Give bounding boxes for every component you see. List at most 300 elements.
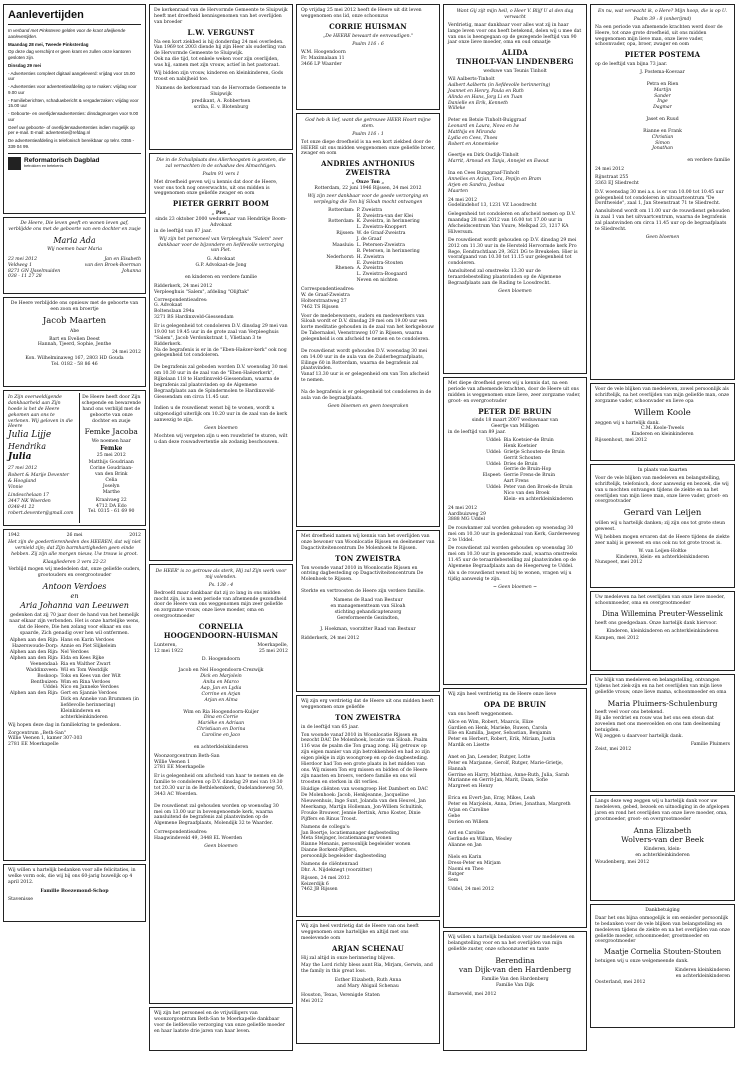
deceased-name: PIETER GERRIT BOOM <box>172 199 270 209</box>
obituary-body-1: D.V. woensdag 30 mei a.s. is er van 10.00 tot 10.45 uur gelegenheid tot condoleren in uitvaartcentrum "De Dordtweide", zaal 1, Jan Steenstraat 71 te Sliedrecht. <box>595 189 724 207</box>
family-line: Peter en Betsie Tinholt-Buiggraaf <box>448 118 527 124</box>
family-names: Ria en Walther Zwart <box>60 661 111 667</box>
dinsdag-line-3: - Familieberichten, schaduwbericht & vergaderzaken: vrijdag voor 15.00 uur <box>8 97 139 109</box>
thanks-schulenburg <box>590 674 735 792</box>
family-line: Marianne en Gerrit-Jan, Marit, Daan, Sofie <box>448 778 548 784</box>
thanks-text: Wij willen u hartelijk bedanken voor uw medeleven en belangstelling voor en na het overlijden van mijn geliefde zuster, onze schoonzuster en tante <box>448 935 575 952</box>
thanks-name: Willem Koole <box>634 407 691 418</box>
thanks-dijk <box>443 931 587 1051</box>
obituary-thanks: Wij zijn het personeel van Verpleeghuis "Salem" zeer dankbaar voor de bijzondere en liefdevolle verzorging van Piet. <box>157 236 285 254</box>
thanks-text: zeggen wij u hartelijk dank. <box>595 420 660 426</box>
deceased-name: ARJAN SCHENAU <box>332 943 404 953</box>
family-line: Rutger <box>448 872 465 878</box>
obituary-intro: Na een periode van afnemende krachten werd door de Heere, tot onze grote droefheid, uit ons midden weggenomen mijn lieve man, onze lieve vader, schoonvader, opa, broer, zwager en oom <box>595 24 723 48</box>
staff-note-bethsan <box>149 1007 293 1051</box>
anniversary-address: Zorgcentrum „Beth-San" Willie Veenen 1, kamer 307-303 2781 EE Moerkapelle <box>8 730 83 748</box>
thanks-intro: Uw medeleven na het overlijden van onze lieve moeder, schoonmoeder, oma en overgrootmoeder <box>595 595 725 606</box>
family-line: Gerlinde en Willam, Wesley <box>448 837 513 843</box>
family-line: Wil Aalberts-Tinholt <box>448 77 495 83</box>
thanks-signature: Familie Boezemond-Schop <box>40 888 109 894</box>
birth-date: 24 mei 2012 <box>111 350 141 356</box>
birth-parents: Matthijs Goudriaan Corine Goudriaan- van den Brink Celia Joselyn Marthe <box>88 460 134 495</box>
family-names: Kleinkinderen en achterkleinkinderen <box>60 708 108 720</box>
family-line: Gardien en Henk, Marieke, Ruwen, Carola <box>448 725 548 731</box>
family-line: Mariëke en Adriaan <box>197 721 245 727</box>
obituary-body-2: Aansluitend wordt om 11.00 uur de rouwdienst gehouden in zaal 1 van het uitvaartcentrum, waarna de begrafenis zal plaatsvinden om circa 11.45 uur op de begraafplaats te Sliedrecht. <box>595 209 730 232</box>
anniversary-verdoes <box>3 529 146 861</box>
family-line: Elie en Kamilla, Jasper, Sebastian, Benjamin <box>448 731 552 737</box>
birth-name: Julia Lijje <box>8 430 52 441</box>
family-line: Arjen en Sandra, Joshua <box>448 182 505 188</box>
obituary-body: Ton woonde vanaf 2010 in Woonlocatie Rijssen en bezocht DAC De Molenhoek, locatie van Siloah. Psalm 116 was de psalm die Ton graag zong. Hij getrouw op zijn eigen manier van zijn betrokkenheid en had zo zijn eigen plekje in zijn woongroep en op de dagbesteding. Hierdoor had Ton een grote plaats in het midden van ons. Wij missen Ton erg missen en bidden of de Heere zijn naasten en broers, verdere familie en ons wil troosten en sterken in dit verlies. <box>301 732 430 785</box>
and-word: en <box>70 592 79 601</box>
obituary-body: Voor de medebewoners, ouders en medewerkers van Siloah wordt er D.V. dinsdag 29 mei om 19.00 uur een korte meditatie gehouden in de zaal van het kerkgebouw De Tabernakel, Veenstraweg 107 in Rijssen, waarna gelegenheid is om afscheid te nemen en te condoleren. De rouwdienst wordt gehouden D.V. woensdag 30 mei om 14.00 uur in de aula van de Zuiderbegraafplaats, Eilinge 60 in Rotterdam, waarna de begrafenis zal plaatsvinden. Vanaf 13.30 uur is er gelegenheid om van Ton afscheid te nemen. Na de begrafenis is er gelegenheid tot condoleren in de aula van de begraafplaats. <box>301 313 435 401</box>
column-3 <box>296 4 440 1047</box>
obituary-intro: Op vrijdag 25 mei 2012 heeft de Heere uit dit leven weggenomen ons lid, onze schoonzus <box>301 8 422 19</box>
family-line: Petra en Rien <box>646 81 679 87</box>
family-place: Alphen aan den Rijn: <box>9 691 59 697</box>
thanks-text: betuigen wij u onze welgemeende dank. <box>595 959 689 965</box>
family-line: Alianne en Jan <box>448 843 482 849</box>
family-names: L. Zweistra-Boogaard <box>356 272 408 278</box>
verse-text: Het zijn de goedertierenheden des HEEREN, dat wij niet vernield zijn; dat Zijn barmhartigheden geen einde hebben. Zij zijn alle morgen nieuw, Uw trouw is groot. <box>8 539 141 557</box>
family-names: P. Zweistra <box>356 207 383 213</box>
family-line: Mardik en Lisette <box>448 743 490 749</box>
obituary-vergunst <box>149 4 293 150</box>
obituary-boom <box>149 153 293 561</box>
family-place: Uddel: <box>43 685 59 691</box>
family-line: Margreet en Henry <box>448 784 494 790</box>
birth-address: Kraaivaeg 22 4712 DA Edo Tel. 0315 - 61 69 90 <box>88 497 135 515</box>
birth-name-3: Julia <box>8 452 32 462</box>
thanks-place: Woudenberg, mei 2012 <box>595 860 650 866</box>
birth-sub: We noemen haar <box>91 438 131 444</box>
birth-sibling: Vinnie <box>8 485 23 491</box>
verse-text: God heb ik lief, want die getrouwe HEER Hoort mijne stem. <box>305 118 431 129</box>
family-place <box>8 697 59 709</box>
anniversary-date: 26 mei <box>66 533 83 538</box>
birth-address: Veldweg 1 8271 GN IJsselmuiden 038 - 11 27 28 <box>8 262 61 280</box>
deceased-age: in de leeftijd van 65 jaar. <box>301 724 359 730</box>
family-line: Lydia en Cees, Thoes <box>448 135 498 141</box>
family-line: Robert en Annemieke <box>448 141 499 147</box>
obituary-line-1: Hij zal altijd in onze herinnering blijven. <box>301 955 396 961</box>
birth-intro: In Zijn overweldigende dankbaarheid aan Zijn hoede is het de Heere gekomen aan ons te verlenen. Wij geloven in die Heere <box>8 395 73 430</box>
obituary-wish: Wij bidden zijn vrouw, kinderen en kleinkinderen, Gods troost en nabijheid toe. <box>154 70 284 82</box>
family-names: Elda en Kees Rijke <box>60 656 105 662</box>
family-place: Bentbuizen: <box>30 679 59 685</box>
family-line: Naomi en Theo <box>448 866 484 872</box>
family-place: Rijssen: <box>336 231 355 237</box>
family-place: Maasluis: <box>332 242 355 248</box>
verse-reference: Klaagliederen 3 vers 22-23 <box>43 559 106 565</box>
obituary-body-1: Gelegenheid tot condoleren en afscheid nemen op D.V. maandag 28 mei 2012 van 16.00 tot 17.00 uur in Afscheidscentrum Van Vuure, Melkpad 23, 1217 KA Hilversum. <box>448 212 576 235</box>
obituary-intro: Wij zijn heel verdrietig nu de Heere onze lieve <box>448 692 557 697</box>
family-line: Martijn <box>653 87 672 93</box>
obituary-place: Ridderkerk, 24 mei 2012 <box>301 636 360 642</box>
family-line: Christian <box>651 134 674 140</box>
thanks-name: Maatje Cornelia Stouten-Stouten <box>603 948 722 957</box>
family-names: Gerrie de Bruin-Hop <box>503 467 552 473</box>
family-names: Gerrit Schouten <box>503 455 542 461</box>
thanks-name: Berendina van Dijk-van den Hardenberg <box>458 955 572 975</box>
correspondence-address: Correspondentieadres: W. de Graaf-Zweistra Holterstraatweg 27 7462 TS Rijssen <box>301 287 355 310</box>
family-names: A. Zweistra <box>356 266 384 272</box>
obituary-family: Esther Elizabeth, Ruth Anna and Mary Abigail Schenau <box>334 978 402 990</box>
year-start: 1942 <box>8 533 20 538</box>
family-names: H. Zweistra <box>356 254 384 260</box>
thanks-name: Maria Pluimers-Schulenburg <box>607 698 718 708</box>
obituary-body: Ton woonde vanaf 2010 in Woonlocatie Rijssen en ontving dagbesteding op Dagactiviteitencentrum De Molenhoek te Rijssen. Sterkte en vertroosten de Heere zijn verdere familie. <box>301 565 425 595</box>
obituary-debruin <box>443 377 587 685</box>
birth-place: Lunteren, <box>154 642 177 648</box>
deceased-name: ANDRIES ANTHONIUS ZWEISTRA <box>321 159 415 178</box>
obituary-huisman <box>296 4 440 110</box>
family-line: Dina en Corrie <box>203 715 239 721</box>
thanks-families: Familie Van den Hardenberg Familie Van Dijk <box>481 976 549 988</box>
obituary-body: Er is gelegenheid tot condoleren D.V. dinsdag 29 mei van 19.00 tot 19.45 uur in de grote zaal van Verpleeghuis "Salem", Jacob Verdonkstraat 1, Vlietlaan 3 te Ridderkerk. Na de begrafenis is er in de "Eben-Haëzer-kerk" ook nog gelegenheid tot condoleren. De begrafenis zal geboden worden D.V. woensdag 30 mei om 10.30 uur in de zaal van de "Eben-Haëzerkerk", Rijkelaan 118 te Hardinxveld-Giessendam, waarna de begrafenis zal plaatsvinden op de Algemene Begraafplaats aan de Spindermolen te Hardinxveld-Giessendam om circa 11.45 uur. Indien u de rouwdienst wenst bij te wonen, wordt u uitgenodigd uiterlijk om 10.20 uur in de zaal van de kerk aanwezig te zijn. <box>154 324 288 424</box>
deceased-sub: weduwe van Teunis Tinholt <box>483 69 547 75</box>
obituary-intro: Tot onze diepe droefheid is na een kort ziekbed door de HEERE uit ons midden weggenomen onze geliefde broer, zwager en oom <box>301 139 435 157</box>
family-line: Annelies en Arjan, Tora, Pepijn en Bram <box>448 176 542 182</box>
family-line: Corrine en Arjan <box>201 691 241 697</box>
family-names: Bia Koetsier-de Bruin <box>503 438 554 444</box>
obituary-address: Godelindehof 13, 1231 VZ Loosdrecht <box>448 203 537 209</box>
obituary-tinholt <box>443 4 587 374</box>
birth-date: 12 mei 1922 <box>154 648 184 654</box>
thanks-signature: Kinderen kleinkinderen en achterkleinkinderen <box>675 968 730 979</box>
family-place: Rotterdam: <box>328 219 355 225</box>
obituary-family: G. Advokaat G.P. Advokaat-de Jong en kinderen en verdere familie <box>185 257 257 280</box>
birth-address: Kon. Wilhelminaweg 167, 2803 HD Gouda Tel. 0182 - 58 86 46 <box>25 356 124 367</box>
obituary-body-1: De rouwkamer zal worden gehouden op woensdag 30 mei om 10.30 uur in gedenkzaal van Kerk, Gardereeweg 2 te Uddel. <box>448 526 580 544</box>
obituary-address: Rijnstraat 255 3363 EJ Sliedrecht <box>595 174 639 186</box>
family-line: Jaset en Ruud <box>646 117 679 123</box>
family-line: Ina en Cees Bunggraaf-Tinholt <box>448 171 520 177</box>
obituary-body: Na een kort ziekbed is hij donderdag 24 mei overleden. Van 1969 tot 2003 diende hij zijn Heer als ouderling van de Hervormde Gemeente te Sluipwijk. Ook na die tijd, tot enkele weken voor zijn overlijden, was hij, samen met zijn vrouw, actief in het pastoraat. <box>154 39 286 69</box>
family-names: L. Zweistra-Knoppert <box>356 225 407 231</box>
family-line: Gebe <box>448 813 461 819</box>
deceased-name: ALIDA TINHOLT-VAN LINDENBERG <box>456 48 574 67</box>
thanks-signature: W. van Leijen-Holtke Kinderen, klein- en achterkleinkinderen <box>615 548 710 560</box>
deceased-nickname: „ Piet „ <box>211 211 231 217</box>
thanks-intro: Langs deze weg zeggen wij u hartelijk dank voor uw medeleven, gebed, bezoek en uitnodiging in de afgelopen jaren en rond het overlijden van onze lieve moeder, oma, grootmoeder, groot- en overgrootmoeder <box>595 799 730 822</box>
family-line: Jonathan <box>652 146 673 152</box>
thanks-place: Barneveld, mei 2012 <box>448 991 497 997</box>
family-place: Hazerswoude-Dorp: <box>12 644 59 650</box>
thanks-signature: Kinderen, kleinkinderen en achterkleinkinderen <box>606 628 719 634</box>
thanks-place: Stavenisse <box>8 896 33 902</box>
dinsdag-line-2: - Advertenties voor advertentieafdeling op te maken: vrijdag voor 9.00 uur <box>8 84 137 95</box>
obituary-family <box>154 657 288 751</box>
obituary-line-2: May the Lord richly bless aunt Ria, Mirjam, Gerwin, and the family in this great loss. <box>301 963 433 975</box>
thanks-vanderbeek <box>590 795 735 901</box>
family-names: K. Zweistra, in herinnering <box>356 219 420 225</box>
obituary-opa-debruin <box>443 688 587 928</box>
newspaper-logo-icon <box>8 157 21 170</box>
pinkstermaandag-heading: Maandag 28 mei, Tweede Pinksterdag <box>8 41 89 47</box>
family-line: Jacob en Nel Hoogendoorn-Crezwijk <box>178 668 264 674</box>
family-line: D. Hoogendoorn <box>201 656 241 662</box>
obituary-signature: Namens de Raad van Bestuur en managementteam van Siloah stichting gehandicaptenzorg Gereformeerde Gezindten, J. Hoekman, voorzitter Raad van Bestuur <box>320 597 416 633</box>
flowers-note: Geen bloemen <box>645 234 680 240</box>
thanks-place: Kampen, mei 2012 <box>595 636 639 642</box>
column-2 <box>149 4 293 1054</box>
reformatorisch-dagblad-logo <box>8 153 141 170</box>
email-note: Geef uw geboorte- of overlijdensadvertenties indien mogelijk op per e-mail. E-mail: advertentie@refdag.nl <box>8 124 135 136</box>
family-line: Marrit, Arnoud en Tanja, Annejet en Ewout <box>448 159 549 165</box>
birth-femke <box>79 393 143 523</box>
family-line: Christiaan en Dorina <box>196 727 246 733</box>
thanks-place: Zeist, mei 2012 <box>595 747 632 753</box>
verse-reference: Psalm 91 vers 1 <box>202 171 240 177</box>
family-line: Geertje en Dirk Oudijk-Tinholt <box>448 153 519 159</box>
birth-name: Jacob Maarten <box>42 315 107 326</box>
verse-text: Want Gij zijt mijn heil, o Heer V. Blijf U al den dag verwacht <box>456 9 574 20</box>
birth-intro: De Heere verblijdde ons opnieuw met de geboorte van een zoon en broertje <box>10 301 139 312</box>
deceased-age: op de leeftijd van bijna 73 jaar. <box>595 62 668 68</box>
birth-date-address <box>8 257 60 281</box>
family-place <box>8 709 59 721</box>
dinsdag-heading: Dinsdag 29 mei <box>8 62 42 68</box>
family-line: Danielle en Erik, Kenneth <box>448 100 509 106</box>
family-line: Peter en Marjolein, Anna, Dries, Jonathan, Margreth <box>448 801 571 807</box>
obituary-signature: Namens de kerkenraad van de Hervormde Gemeente te Sluipwijk <box>155 85 287 97</box>
family-names: B. Zweistra-van der Klei <box>356 213 414 219</box>
family-place: Uddel: <box>486 438 502 444</box>
family-names: Dries de Bruin <box>503 461 538 467</box>
obituary-place: Houston, Texas, Verenigde Staten Mei 2012 <box>301 992 380 1004</box>
deceased-name: PIETER POSTEMA <box>624 50 701 60</box>
family-line: Simon <box>655 140 670 146</box>
thanks-name: Dina Willemina Preuter-Wesselink <box>602 609 723 618</box>
obituary-signatories: predikant, A. Robbertsen scriba, E. v. Blotenburg <box>191 99 251 111</box>
dinsdag-line-1: - Advertenties compleet digitaal aangeleverd: vrijdag voor 15.00 uur <box>8 70 135 82</box>
thanks-signature: C.M. Koole-Tweels <box>641 426 684 432</box>
dinsdag-line-4: - Geboorte- en overlijdensadvertenties: dinsdagmorgen voor 9.00 uur <box>8 111 139 122</box>
obituary-team: Namens de collega's: Jan Boertje, locatiemanager dagbesteding Meta Steijnger, locatiemanager wonen Rianne Menanis, persoonlijk begeleider wonen Dianne Borkent-Pijffers, persoonlijk begeleider dagbesteding <box>301 824 411 860</box>
family-line: Inge <box>657 99 668 105</box>
thanks-place: Nunspeet, mei 2012 <box>595 560 643 566</box>
family-names: Wim en Rina Verdoes <box>60 679 111 685</box>
family-place <box>301 278 355 284</box>
family-names: Nico van den Broek <box>503 490 550 496</box>
family-line: Joannet en Henry, Paula en Ruth <box>448 88 524 94</box>
thanks-body: Wij hebben mogen ervaren dat de Heere tijdens de ziekte zeer nabij is geweest en ons ook nu tot grote troost is. <box>595 534 730 546</box>
family-names: Toks en Kees van der Wilt <box>60 673 121 679</box>
family-line: en verdere familie <box>687 158 730 164</box>
obituary-address: Woonzorgcentrum Beth-San Willie Veenen 1 2781 EE Moerkapelle <box>154 753 220 771</box>
deceased-age: in de leeftijd van 87 jaar. <box>154 228 212 234</box>
obituary-intro: Met droefheid geven wij u kennis dat door de Heere, voor ons toch nog onverwachts, uit ons midden is weggenomen onze geliefde zwager en oom <box>154 179 278 197</box>
deceased-age: in de leeftijd van 89 jaar. <box>448 430 506 436</box>
obituary-clients: Namens de cliëntenraad Dhr. A. Nijdeknegt (voorzitter) <box>301 861 373 873</box>
grandchildren-list <box>448 720 582 885</box>
thanks-heading: In plaats van kaarten <box>637 468 688 473</box>
birth-name: Femke Jacoba <box>84 427 138 437</box>
obituary-zweistra-2 <box>296 695 440 917</box>
birth-intro: De Heere heeft door Zijn schepende en bewarende hand ons verblijd met de geboorte van onze dochter en zusje <box>81 395 141 424</box>
deceased-name: TON ZWEISTRA <box>335 712 401 722</box>
flowers-note: Geen bloemen en geen toespraken <box>327 403 409 409</box>
obituary-date: Uddel, 24 mei 2012 <box>448 887 494 893</box>
obituary-closing: Mochten wij vergeten zijn u een rouwbrief te sturen, wilt u dan deze rouwadvertentie als zodanig beschouwen. <box>154 433 288 445</box>
family-line: Rianne en Frank <box>643 128 682 134</box>
obituary-postema <box>590 4 735 380</box>
family-line: Alice en Wim, Robert, Maarcis, Elize <box>448 719 534 725</box>
family-list <box>448 438 582 503</box>
birth-announcement-jacob <box>3 297 146 387</box>
thanks-heading: Dankbetuiging <box>645 908 680 913</box>
family-names: Gerrie Frens-de Bruin <box>503 473 556 479</box>
column-4 <box>443 4 587 1054</box>
deceased-name: L.W. VERGUNST <box>187 27 255 37</box>
family-names: Hans en Karin Verdoes <box>60 638 115 644</box>
birth-date: 27 mei 2012 <box>8 465 38 471</box>
aanlevertijden-title: Aanlevertijden <box>8 8 141 25</box>
obituary-hoogendoorn <box>149 564 293 1004</box>
thanks-intro: Daar het ons bijna onmogelijk is om eenieder persoonlijk te bedanken voor de vele blijken van belangstelling en medeleven tijdens de ziekte en na het overlijden van onze geliefde moeder, schoonmoeder, grootmoeder en overgrootmoeder <box>595 915 730 945</box>
obituary-intro: Wij zijn erg verdrietig dat de Heere uit ons midden heeft weggenomen onze geliefde <box>301 699 434 710</box>
deceased-nickname: „ Onze Ton „ <box>351 180 385 186</box>
logo-tagline: betrokken en betekenis <box>24 164 64 169</box>
family-names: W. de Graaf-Zweistra <box>356 231 406 237</box>
family-names: Grietje Schouten-de Bruin <box>503 449 565 455</box>
anniversary-intro: Verblijd mogen wij mededelen dat, onze geliefde ouders, grootouders en overgrootouder <box>8 567 141 579</box>
death-place: Moerkapelle, <box>257 642 288 648</box>
correspondence-address: Correspondentieadres: G. Advokaat Boltenslaan 294a 3271 BS Hardinxveld-Giessendam <box>154 297 234 321</box>
obituary-family <box>595 70 730 164</box>
family-line: Niels en Karin <box>448 854 482 860</box>
correspondence-address: Correspondentieadres: Haagwindeveld 49, 3448 EL Woerden <box>154 830 243 842</box>
family-place: Veenendaal: <box>30 661 59 667</box>
birth-announcement-maria <box>3 217 146 294</box>
family-line: Caroline en Jaco <box>201 733 241 739</box>
birth-parents: Bart en Evelien Deest Hannah, Tjeerd, Sophie, Jenthe <box>37 336 112 348</box>
thanks-name: Gerard van Leijen <box>623 508 702 519</box>
column-5 <box>590 4 735 1031</box>
thanks-text: Wij willen u hartelijk bedanken voor alle felicitaties, in welke vorm ook, die wij bij ons 60-jarig huwelijk op 4 april 2012. <box>8 868 136 885</box>
flowers-note: ~ Geen bloemen ~ <box>492 585 538 591</box>
obituary-zweistra <box>296 113 440 527</box>
obituary-address: 24 mei 2012 Aardbuizweg 29 3888 MG Uddel <box>448 505 486 523</box>
birth-intro: De Heere, Die leven geeft en wonen leven gaf, verblijdde ons met de geboorte van een dochter en zusje <box>8 221 141 232</box>
birth-address: Lindeschelaan 17 3447 NK Woerden 0348-41 22 robert.deventer@gmail.com <box>8 493 74 516</box>
obituary-date: 24 mei 2012 <box>595 167 625 173</box>
family-place: Uddel: <box>486 449 502 455</box>
deceased-sub: sinds 18 maart 2007 weduwnaar van Geertje van Milligen <box>471 418 559 430</box>
family-line: Anita en Marco <box>203 680 239 686</box>
family-line: Alinda en Hans, Jorg Li en Tuan <box>448 94 523 100</box>
staff-note-text: Wij zijn het personeel en de vrijwilligers van woonzorgcentrum Beth-San te Moerkapelle dankbaar voor de liefdevolle verzorging van onze geliefde moeder en haar laatste drie jaren van haar leven. <box>154 1011 285 1034</box>
family-line: Matthijs en Miranda <box>448 129 496 135</box>
family-line: Sander <box>654 93 671 99</box>
family-place: Boskoop: <box>37 673 59 679</box>
birth-name: Maria Ada <box>53 235 96 245</box>
birth-call-name: Wij noemen haar Maria <box>47 246 102 252</box>
family-line: en achterkleinkinderen <box>193 744 249 750</box>
family-line: Leonard en Laura, Nova en Iw <box>448 124 520 130</box>
birth-julia <box>6 393 76 523</box>
family-names: Peter van den Broek-de Bruin <box>503 485 573 491</box>
family-list <box>8 638 141 720</box>
thanks-intro: Voor de vele blijken van medeleven en belangstelling, schriftelijk, telefonisch, door aanwezig en bezoek, die wij van u mochten ontvangen tijdens de ziekte en na het overlijden van mijn lieve man, onze lieve vader, groot- en overgrootvader <box>595 475 729 505</box>
pinkstermaandag-text: Op deze dag verschijnt er geen krant en zullen onze kantoren gesloten zijn. <box>8 49 131 61</box>
obituary-body-2: De rouwdienst zal worden gehouden op woensdag 30 mei om 10.30 uur in genoemde zaal, waarna omstreeks 11.45 uur de teraardebestelling zal plaatsvinden op de Algemene Begraafplaats aan de Heegerweg te Uddel. <box>448 545 578 569</box>
family-place: Uddel: <box>486 461 502 467</box>
thanks-wesselink <box>590 591 735 671</box>
spouse-name-2: Aria Johanna van Leeuwen <box>20 600 129 610</box>
flowers-note: Geen bloemen <box>498 288 532 294</box>
aanlevertijden-intro: In verband met Pinksteren gelden voor de krant afwijkende aanlevertijden. <box>8 28 126 39</box>
birth-date: 23 mei 2012 <box>8 256 38 262</box>
thanks-text: heeft ons goedgedaan. Onze hartelijk dank hiervoor. <box>595 620 718 626</box>
thanks-body: heeft veel voor ons betekend. Bij alle verdriet en rouw was het ons een steun dat zoveelen met ons meevoelden en ons tam deelneming betuigden. Wij zeggen u daarvoor hartelijk dank. <box>595 710 721 739</box>
deceased-dates: Rotterdam, 22 juni 1946 Rijssen, 24 mei 2012 <box>314 186 422 192</box>
family-place: Elspeet: <box>482 473 502 479</box>
obituary-body-3: Aansluitend zal omstreeks 13.30 uur de teraardebestelling plaatsvinden op de Algemene Begraafplaats aan de Rading te Loosdrecht. <box>448 269 562 286</box>
obituary-body-3: Als u de rouwdienst wenst bij te wonen, vragen wij u tijdig aanwezig te zijn. <box>448 571 572 583</box>
thanks-signature: Familie Pluimers <box>690 741 730 747</box>
family-line: J. Postema-Koevaar <box>640 70 685 76</box>
family-line: Peter en Herbert, Robert, Erik, Miriam, Justin <box>448 737 556 743</box>
family-names: Klein- en achterkleinkinderen <box>503 496 573 502</box>
family-line: Maarten <box>448 188 468 194</box>
thanks-stouten <box>590 904 735 1028</box>
family-place: Alphen aan den Rijn: <box>9 638 59 644</box>
family-names: Nel Verdoes <box>60 650 89 656</box>
verse-reference: Ps. 138 : 4 <box>208 582 234 588</box>
family-line: Willeke <box>448 106 466 112</box>
family-line: Arjan en Caroline <box>448 807 490 813</box>
flowers-note: Geen bloemen <box>204 843 238 849</box>
family-line: Dick en Marjolein <box>200 674 242 680</box>
birth-parents: Robert & Marije Deventer & Hoogland <box>8 473 70 485</box>
anniversary-closing: Wij hopen deze dag in familiekring te gedenken. <box>8 722 121 728</box>
family-place: Alphen aan den Rijn: <box>9 656 59 662</box>
family-place: Nederhorst: <box>326 254 355 260</box>
thanks-intro: Uw blijk van medeleven en belangstelling, ontvangen tijdens het ziek-zijn en na het overlijden van mijn lieve geliefde vrouw, onze lieve mama, schoonmoeder en oma <box>595 678 727 695</box>
family-names: Neven en nichten <box>356 278 398 284</box>
spouse-name-1: Antoon Verdoes <box>42 582 107 592</box>
family-names: Annie en Piet Slijkeleim <box>60 644 117 650</box>
obituary-siloah <box>296 530 440 692</box>
obituary-intro: Wij zijn heel verdrietig dat de Heere van ons heeft weggenomen onze hartelijke en altijd met ons meelevende oom <box>301 924 419 941</box>
family-line: Wim en Ria Hoogendoorn-Kuijer <box>183 709 259 715</box>
year-end: 2012 <box>129 533 141 538</box>
family-place: Alphen aan den Rijn: <box>9 650 59 656</box>
obituary-address: W.M. Hoogendoorn Fr. Maximalaan 11 3466 LP Waarder <box>301 50 346 68</box>
family-names: Dick en Anneke van Brummen (in liefdevolle herinnering) <box>60 697 139 709</box>
family-names: Nico en Janneke Verdoes <box>60 685 119 691</box>
family-names: Henk Koetsier <box>503 443 537 449</box>
flowers-note: Geen bloemen <box>204 425 238 431</box>
family-line: Peter en Marjanne, Gerolf, Rutger, Marie-Grietje, Hannah <box>448 760 564 772</box>
logo-name: Reformatorisch Dagblad <box>24 157 100 165</box>
obituary-family <box>448 77 582 195</box>
birth-parents: Jan en Elsabeth van den Broek-Boerman Johanna <box>84 256 141 274</box>
obituary-thanks: Wij zijn zeer dankbaar voor de goede verzorging en verpleging die Ton bij Siloah mocht ontvangen <box>307 193 429 205</box>
deceased-name: OPA DE BRUIN <box>483 699 547 709</box>
deceased-name: CORRIE HUISMAN <box>329 21 407 31</box>
verse-text: Die in de Schuilplaats des Allerhoogsten is gezeten, die zal vernachten in de schaduw des Almachtigen. <box>156 158 286 169</box>
obituary-intro: Met diepe droefheid geven wij u kennis dat, na een periode van afnemende krachten, door de Heere uit ons midden is weggenomen onze lieve, zeer zorgzame vader, groot- en overgrootvader <box>448 381 581 404</box>
thanks-signature-2: Kinderen en kleinkinderen <box>631 432 694 438</box>
family-place: Uddel: <box>486 485 502 491</box>
obituary-address: Rijssen, 24 mei 2012 Keizerdijk 6 7462 JB Rijssen <box>301 875 350 893</box>
verse-reference: Psalm 116 : 6 <box>352 41 384 47</box>
anniversary-body: gedenken dat zij 70 jaar door de hand van het hemelijk naar elkaar zijn verbonden. Het is onze hartelijke wens, dat de Heere, Die hen zolang voor elkaar en ons spaarde, Zich genadig over hen wil ontfermen. <box>9 612 140 636</box>
